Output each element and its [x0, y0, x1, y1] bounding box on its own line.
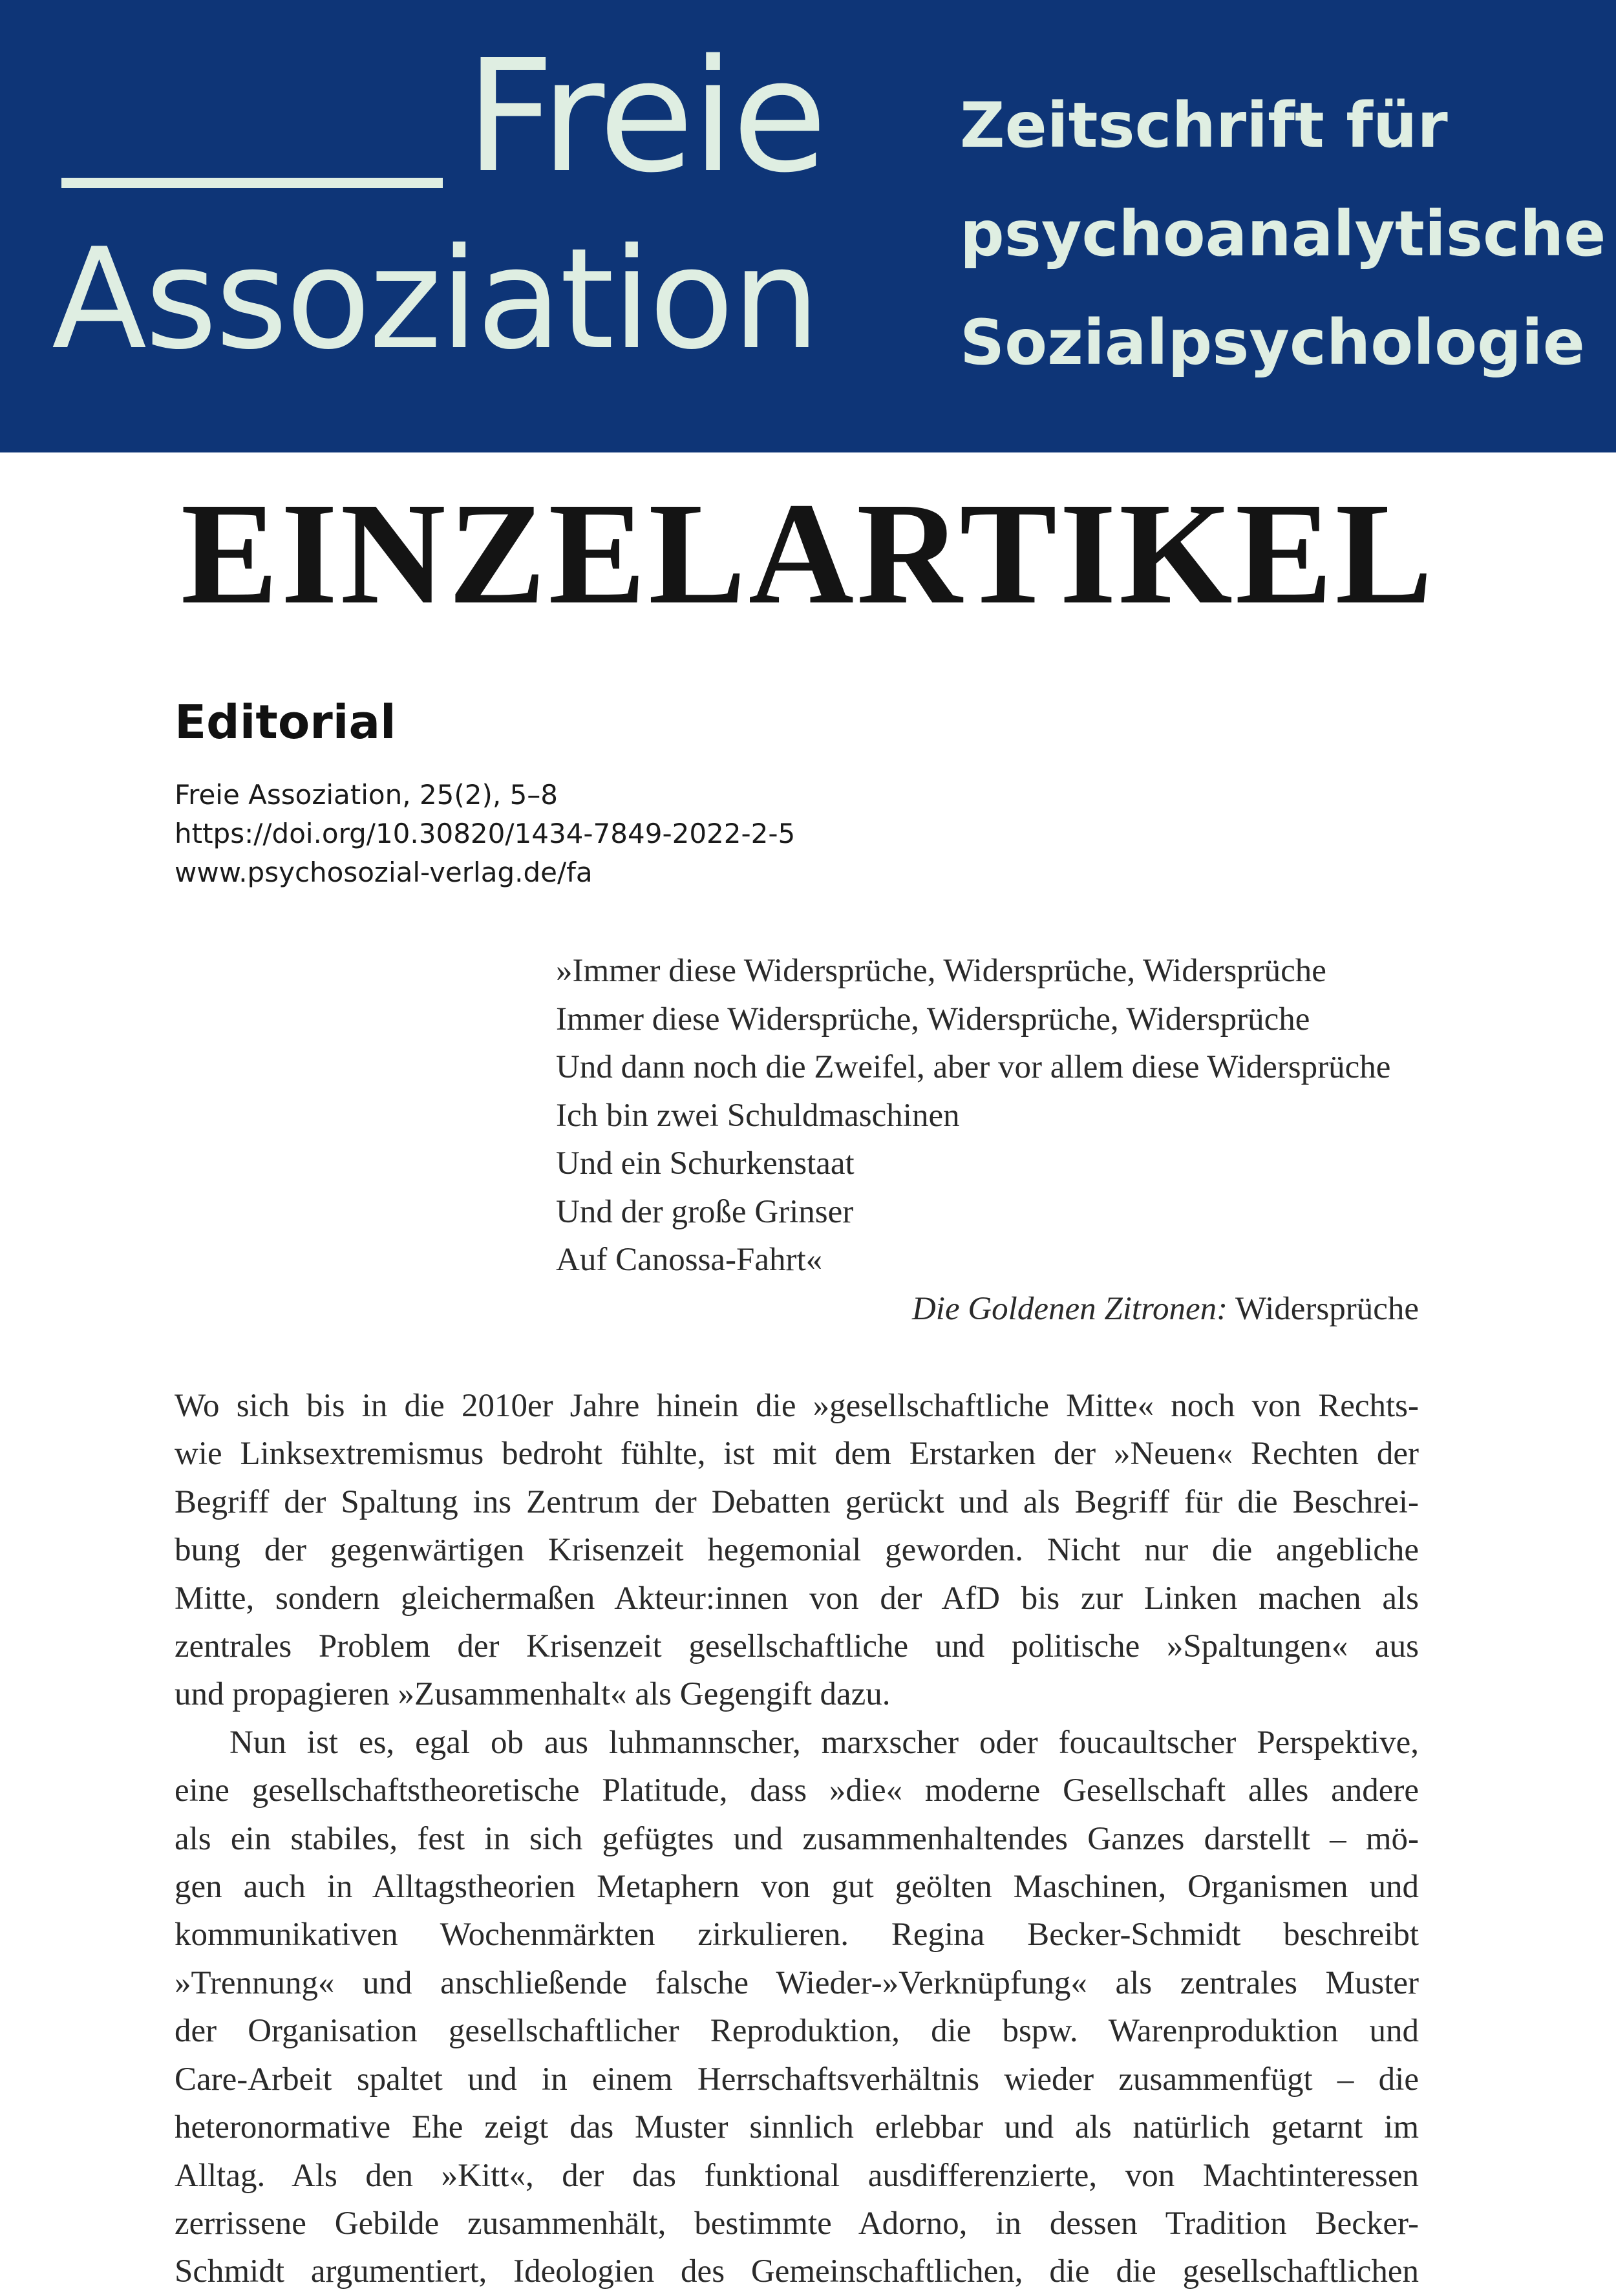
- epigraph: [556, 947, 1390, 1284]
- paragraph-1: [175, 1382, 1419, 1719]
- subtitle-line: psychoanalytische: [960, 198, 1606, 270]
- body-line: Nun ist es, egal ob aus luhmannscher, marxscher oder foucaultscher Perspektive,: [229, 1724, 1419, 1761]
- body-line: bung der gegenwärtigen Krisenzeit hegemonial geworden. Nicht nur die angebliche: [175, 1532, 1419, 1569]
- body-line: der Organisation gesellschaftlicher Reproduktion, die bspw. Warenproduktion und: [175, 2013, 1419, 2050]
- paragraph-2: [175, 1719, 1419, 2296]
- body-line: eine gesellschaftstheoretische Platitude, dass »die« moderne Gesellschaft alles andere: [175, 1772, 1419, 1809]
- body-line: Begriff der Spaltung ins Zentrum der Debatten gerückt und als Begriff für die Beschrei-: [175, 1483, 1419, 1520]
- attribution-band: Die Goldenen Zitronen:: [911, 1291, 1228, 1327]
- body-line: und propagieren »Zusammenhalt« als Gegengift dazu.: [175, 1676, 891, 1713]
- subtitle-line: Zeitschrift für: [960, 89, 1448, 162]
- body-line: Alltag. Als den »Kitt«, der das funktional ausdifferenzierte, von Machtinteressen: [175, 2157, 1419, 2194]
- epigraph-attribution: [912, 1285, 1419, 1334]
- body-line: als ein stabiles, fest in sich gefügtes und zusammenhaltendes Ganzes darstellt – mö-: [175, 1820, 1419, 1857]
- website-link[interactable]: www.psychosozial-verlag.de/fa: [175, 856, 593, 888]
- body-line: zerrissene Gebilde zusammenhält, bestimmte Adorno, in dessen Tradition Becker-: [175, 2205, 1419, 2242]
- epigraph-line: Und dann noch die Zweifel, aber vor allem diese Widersprüche: [556, 1049, 1391, 1085]
- attribution-song: Widersprüche: [1235, 1291, 1419, 1327]
- epigraph-line: Auf Canossa-Fahrt«: [556, 1242, 823, 1278]
- citation: Freie Assoziation, 25(2), 5–8: [175, 779, 558, 811]
- body-line: kommunikativen Wochenmärkten zirkulieren. Regina Becker-Schmidt beschreibt: [175, 1917, 1419, 1953]
- epigraph-line: Ich bin zwei Schuldmaschinen: [556, 1097, 960, 1134]
- journal-header: [0, 0, 1616, 452]
- body-line: zentrales Problem der Krisenzeit gesellschaftliche und politische »Spaltungen« aus: [175, 1628, 1419, 1665]
- body-line: Schmidt argumentiert, Ideologien des Gemeinschaftlichen, die die gesellschaftlichen: [175, 2253, 1419, 2290]
- body-line: wie Linksextremismus bedroht fühlte, ist mit dem Erstarken der »Neuen« Rechten der: [175, 1436, 1419, 1472]
- subtitle-line: Sozialpsychologie: [960, 306, 1585, 379]
- journal-title-line2: Assoziation: [52, 218, 818, 380]
- article-body: [175, 1382, 1419, 2296]
- title-rule: [61, 178, 443, 188]
- einzelartikel-banner: EINZELARTIKEL: [180, 473, 1436, 634]
- epigraph-line: Immer diese Widersprüche, Widersprüche, Widersprüche: [556, 1001, 1310, 1037]
- journal-title-line1: Freie: [465, 26, 825, 207]
- journal-subtitle: [960, 71, 1606, 397]
- epigraph-line: »Immer diese Widersprüche, Widersprüche, Widersprüche: [556, 953, 1326, 989]
- body-line: heteronormative Ehe zeigt das Muster sinnlich erlebbar und als natürlich getarnt im: [175, 2109, 1419, 2146]
- body-line: Mitte, sondern gleichermaßen Akteur:innen von der AfD bis zur Linken machen als: [175, 1580, 1419, 1617]
- body-line: Care-Arbeit spaltet und in einem Herrschaftsverhältnis wieder zusammenfügt – die: [175, 2061, 1419, 2098]
- body-line: gen auch in Alltagstheorien Metaphern von gut geölten Maschinen, Organismen und: [175, 1869, 1419, 1906]
- body-line: Wo sich bis in die 2010er Jahre hinein die »gesellschaftliche Mitte« noch von Rechts-: [175, 1388, 1419, 1424]
- article-title: Editorial: [175, 695, 396, 749]
- body-line: »Trennung« und anschließende falsche Wieder-»Verknüpfung« als zentrales Muster: [175, 1964, 1419, 2001]
- article-metadata: [175, 776, 795, 892]
- epigraph-line: Und der große Grinser: [556, 1193, 854, 1230]
- epigraph-line: Und ein Schurkenstaat: [556, 1145, 855, 1182]
- doi-link[interactable]: https://doi.org/10.30820/1434-7849-2022-2-5: [175, 818, 796, 849]
